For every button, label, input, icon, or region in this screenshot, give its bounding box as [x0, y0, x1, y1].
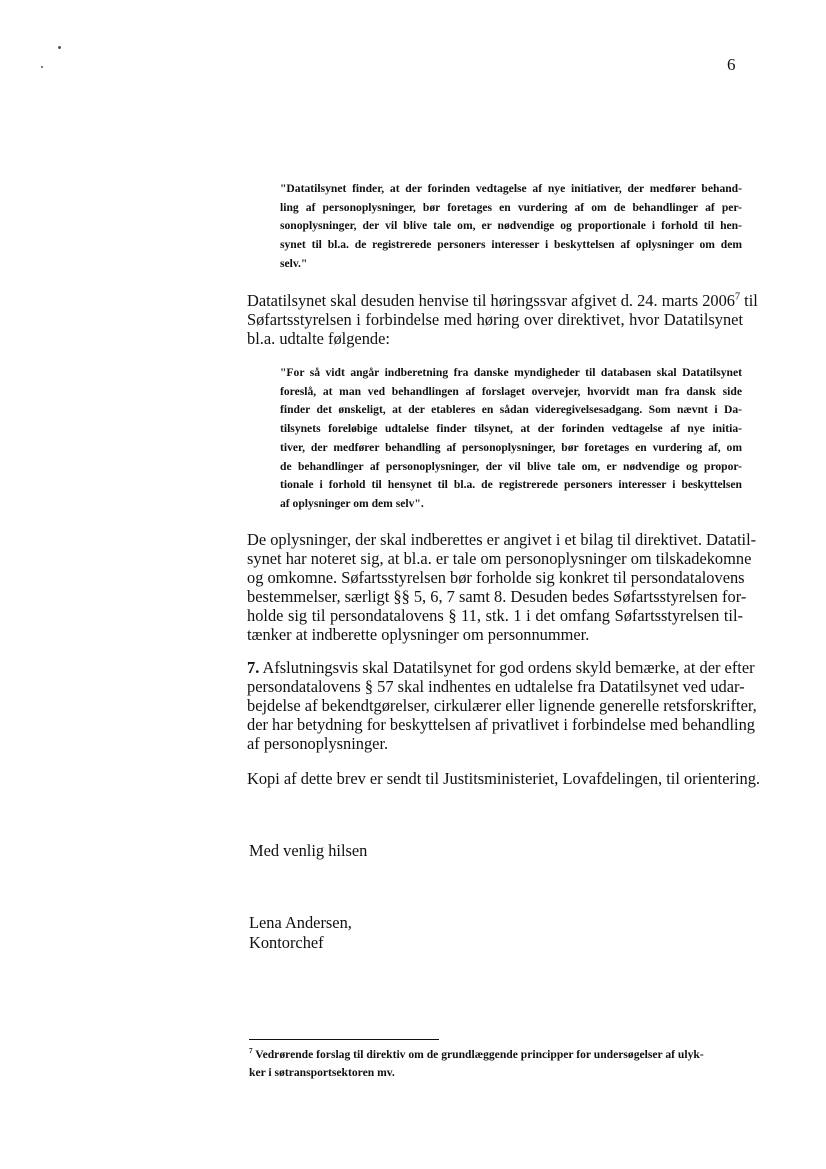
paragraph-line: der har betydning for beskyttelsen af privatlivet i forbindelse med behandling — [247, 715, 755, 734]
quote-line: sonoplysninger, der vil blive tale om, er nødvendige og proportionale i forhold til hen- — [280, 219, 742, 233]
quote-line: selv." — [280, 256, 308, 270]
quote-line: tilsynets foreløbige udtalelse finder tilsynet, at der forinden vedtagelse af nye initia- — [280, 422, 742, 436]
paragraph-line: De oplysninger, der skal indberettes er angivet i et bilag til direktivet. Datatil- — [247, 530, 757, 549]
signature-block — [249, 913, 352, 952]
paragraph-text: Afslutningsvis skal Datatilsynet for god ordens skyld bemærke, at der efter — [259, 658, 755, 677]
paragraph-line: tænker at indberette oplysninger om personnummer. — [247, 625, 590, 644]
footnote-line — [249, 1046, 749, 1064]
footnote-line: ker i søtransportsektoren mv. — [249, 1065, 395, 1079]
paragraph-line: og omkomne. Søfartsstyrelsen bør forholde sig konkret til persondatalovens — [247, 568, 745, 587]
quote-block-2 — [280, 364, 742, 514]
paragraph-line — [247, 658, 755, 677]
quote-line: foreslå, at man ved behandlingen af forslaget overvejer, hvorvidt man fra dansk side — [280, 384, 742, 398]
footnote-marker: 7 — [249, 1047, 253, 1056]
quote-block-1 — [280, 180, 742, 274]
quote-line: finder det ønskeligt, at der etableres en sådan videregivelsesadgang. Som nævnt i Da- — [280, 403, 742, 417]
quote-line: "For så vidt angår indberetning fra danske myndigheder til databasen skal Datatilsynet — [280, 366, 742, 379]
signer-title: Kontorchef — [249, 932, 324, 952]
paragraph-copy-notice — [247, 769, 760, 788]
paragraph-line: synet har noteret sig, at bl.a. er tale om personoplysninger om tilskadekomne — [247, 549, 752, 568]
paragraph-text: til — [740, 291, 758, 310]
paragraph-line: Søfartsstyrelsen i forbindelse med høring over direktivet, hvor Datatilsynet — [247, 310, 743, 329]
paragraph-line: bejdelse af bekendtgørelser, cirkulærer eller lignende generelle retsforskrifter, — [247, 696, 757, 715]
footnote — [249, 1046, 749, 1081]
footnote-separator — [249, 1039, 439, 1040]
page-number: 6 — [727, 55, 736, 74]
paragraph-text: Datatilsynet skal desuden henvise til høringssvar afgivet d. 24. marts 2006 — [247, 291, 735, 310]
paragraph-reporting-data — [247, 530, 757, 644]
footnote-reference: 7 — [734, 291, 741, 303]
closing-greeting — [249, 841, 367, 861]
paragraph-line: persondatalovens § 57 skal indhentes en udtalelse fra Datatilsynet ved udar- — [247, 677, 745, 696]
footnote-text: Vedrørende forslag til direktiv om de grundlæggende principper for undersøgelser af ulyk- — [252, 1048, 704, 1061]
quote-line: synet til bl.a. de registrerede personers interesser i beskyttelsen af oplysninger om dem — [280, 238, 742, 252]
paragraph-line — [247, 291, 758, 310]
quote-line: af oplysninger om dem selv". — [280, 496, 424, 510]
quote-line: ling af personoplysninger, bør foretages en vurdering af om de behandlinger af per- — [280, 200, 742, 214]
paragraph-line: bestemmelser, særligt §§ 5, 6, 7 samt 8. Desuden bedes Søfartsstyrelsen for- — [247, 587, 747, 606]
signer-name: Lena Andersen, — [249, 913, 352, 932]
greeting-text: Med venlig hilsen — [249, 841, 368, 860]
paragraph-line: af personoplysninger. — [247, 734, 389, 753]
quote-line: tionale i forhold til hensynet til bl.a. de registrerede personers interesser i beskyttelsen — [280, 478, 742, 492]
quote-line: "Datatilsynet finder, at der forinden vedtagelse af nye initiativer, der medfører behand- — [280, 182, 742, 195]
scan-speck — [58, 46, 61, 49]
paragraph-line: bl.a. udtalte følgende: — [247, 329, 390, 348]
scan-speck — [41, 66, 43, 68]
quote-line: tiver, der medfører behandling af personoplysninger, bør foretages en vurdering af, om — [280, 440, 742, 454]
paragraph-line: Kopi af dette brev er sendt til Justitsministeriet, Lovafdelingen, til orientering. — [247, 769, 760, 788]
paragraph-line: holde sig til persondatalovens § 11, stk. 1 i det omfang Søfartsstyrelsen til- — [247, 606, 743, 625]
section-number: 7. — [247, 658, 260, 677]
quote-line: de behandlinger af personoplysninger, der vil blive tale om, er nødvendige og propor- — [280, 459, 742, 473]
paragraph-section-7 — [247, 658, 757, 753]
paragraph-hearing-reference — [247, 291, 758, 348]
